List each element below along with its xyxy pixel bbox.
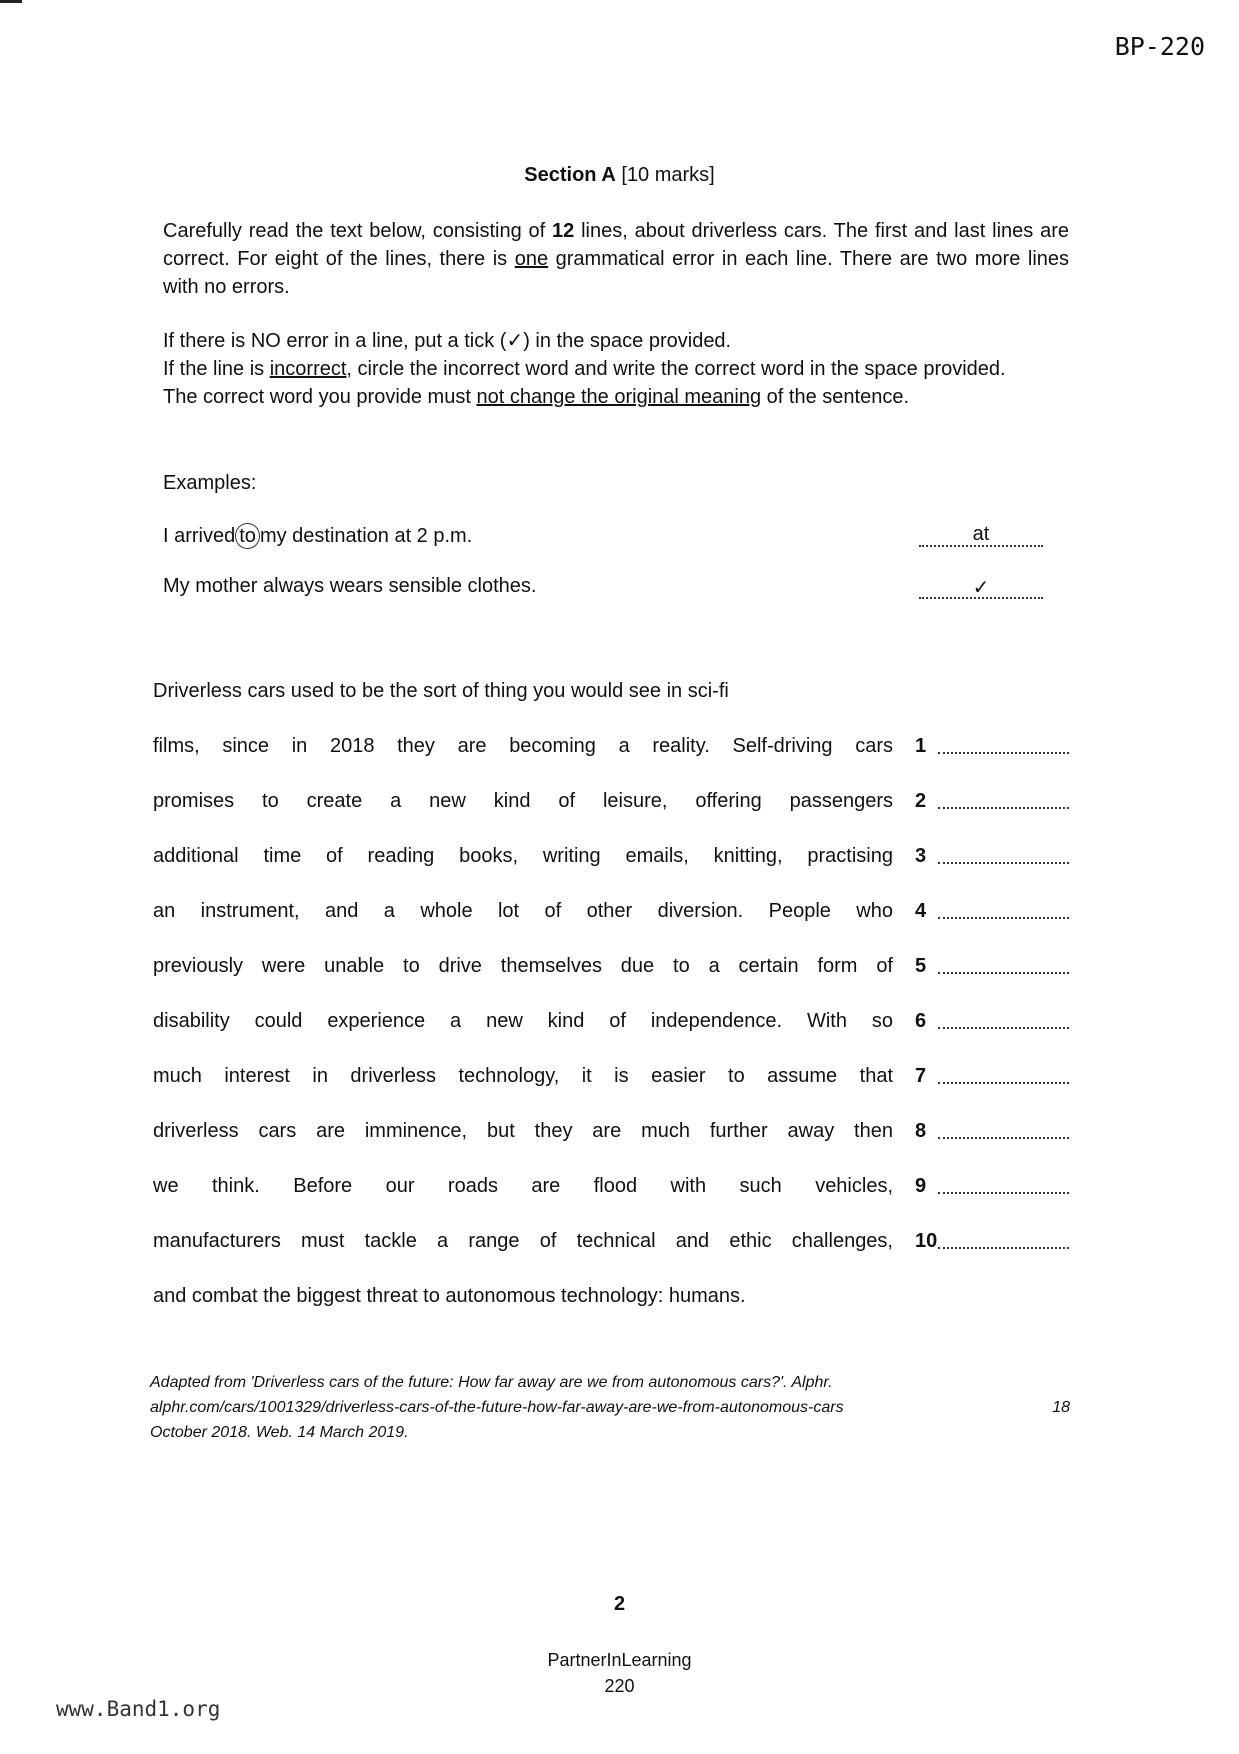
passage-line (153, 1059, 1069, 1114)
passage-text: films, since in 2018 they are becoming a reality. Self-driving cars (153, 735, 893, 757)
text: my destination at 2 p.m. (259, 525, 473, 547)
passage-line (153, 1224, 1069, 1279)
example-2 (163, 575, 1043, 598)
answer-space[interactable] (938, 1192, 1069, 1194)
text: My mother always wears sensible clothes. (163, 575, 537, 597)
passage (153, 674, 1069, 1334)
text: grammatical error in each line. There are two more lines with no errors. (163, 248, 1070, 298)
instructions-paragraph-2 (163, 327, 1069, 411)
line-number: 5 (915, 955, 927, 977)
example-answer: ✓ (919, 575, 1043, 599)
passage-text: and combat the biggest threat to autonomous technology: humans. (153, 1285, 746, 1307)
instructions-paragraph-1 (163, 217, 1069, 301)
passage-line (153, 784, 1069, 839)
line-number: 4 (915, 900, 927, 922)
answer-space[interactable] (938, 1027, 1069, 1029)
passage-line (153, 1169, 1069, 1224)
passage-line (153, 1114, 1069, 1169)
line-number: 9 (915, 1175, 927, 1197)
passage-text: previously were unable to drive themselves due to a certain form of (153, 955, 893, 977)
passage-text: we think. Before our roads are flood with such vehicles, (153, 1175, 893, 1197)
footer-brand: PartnerInLearning (547, 1650, 692, 1670)
answer-space[interactable] (938, 1137, 1069, 1139)
answer-space[interactable] (938, 972, 1069, 974)
circled-word: to (235, 523, 260, 549)
watermark: www.Band1.org (56, 1697, 221, 1721)
passage-text: disability could experience a new kind of independence. With so (153, 1010, 893, 1032)
passage-line (153, 729, 1069, 784)
text: 12 (552, 220, 575, 242)
section-title-bold: Section A (524, 164, 616, 186)
text: of the sentence. (761, 386, 910, 408)
section-title (0, 164, 1239, 187)
text: incorrect (269, 358, 347, 380)
passage-text: additional time of reading books, writing emails, knitting, practising (153, 845, 893, 867)
line-number: 8 (915, 1120, 927, 1142)
passage-line (153, 1279, 1069, 1334)
text: I arrived (163, 525, 236, 547)
section-marks: [10 marks] (615, 164, 715, 186)
passage-line (153, 1004, 1069, 1059)
text: , circle the incorrect word and write the correct word in the space provided. (346, 358, 1006, 380)
answer-space[interactable] (938, 807, 1069, 809)
instruction-meaning (163, 383, 1069, 411)
passage-text: an instrument, and a whole lot of other diversion. People who (153, 900, 893, 922)
line-number: 2 (915, 790, 927, 812)
citation-url: alphr.com/cars/1001329/driverless-cars-of-the-future-how-far-away-are-we-from-autonomous-cars (150, 1399, 844, 1416)
line-number: 3 (915, 845, 927, 867)
text: Carefully read the text below, consisting of (163, 220, 553, 242)
footer (0, 1647, 1239, 1699)
citation-line: October 2018. Web. 14 March 2019. (150, 1424, 409, 1441)
line-number: 10 (915, 1230, 938, 1252)
answer-space[interactable] (938, 917, 1069, 919)
answer-space[interactable] (938, 862, 1069, 864)
line-number: 1 (915, 735, 927, 757)
text: not change the original meaning (476, 386, 762, 408)
passage-line (153, 894, 1069, 949)
passage-text: much interest in driverless technology, it is easier to assume that (153, 1065, 893, 1087)
examples-label: Examples: (163, 472, 257, 494)
passage-text: manufacturers must tackle a range of technical and ethic challenges, (153, 1230, 893, 1252)
citation-date: 18 (1052, 1399, 1070, 1416)
example-1 (163, 523, 1043, 549)
example-answer: at (919, 523, 1043, 547)
text: The correct word you provide must (163, 386, 477, 408)
citation-line (150, 1395, 1070, 1420)
text: If the line is (163, 358, 270, 380)
passage-text: promises to create a new kind of leisure, offering passengers (153, 790, 893, 812)
line-number: 7 (915, 1065, 927, 1087)
text: lines, about driverless cars. The first and last lines are correct. For eight of the lines, there is (163, 220, 1069, 270)
answer-space[interactable] (938, 1082, 1069, 1084)
answer-space[interactable] (938, 1247, 1069, 1249)
text: one (514, 248, 549, 270)
passage-line (153, 674, 1069, 729)
citation (150, 1370, 1070, 1445)
page-number: 2 (613, 1593, 626, 1615)
answer-space[interactable] (938, 752, 1069, 754)
scan-mark (0, 0, 22, 3)
footer-code: 220 (604, 1676, 635, 1696)
passage-line (153, 949, 1069, 1004)
passage-text: Driverless cars used to be the sort of thing you would see in sci-fi (153, 680, 729, 702)
instruction-tick: If there is NO error in a line, put a tick (✓) in the space provided. (163, 330, 732, 352)
paper-code: BP-220 (1114, 32, 1205, 61)
passage-text: driverless cars are imminence, but they are much further away then (153, 1120, 893, 1142)
instruction-incorrect (163, 355, 1069, 383)
citation-line: Adapted from 'Driverless cars of the future: How far away are we from autonomous cars?'. Alphr. (150, 1374, 833, 1391)
passage-line (153, 839, 1069, 894)
line-number: 6 (915, 1010, 927, 1032)
